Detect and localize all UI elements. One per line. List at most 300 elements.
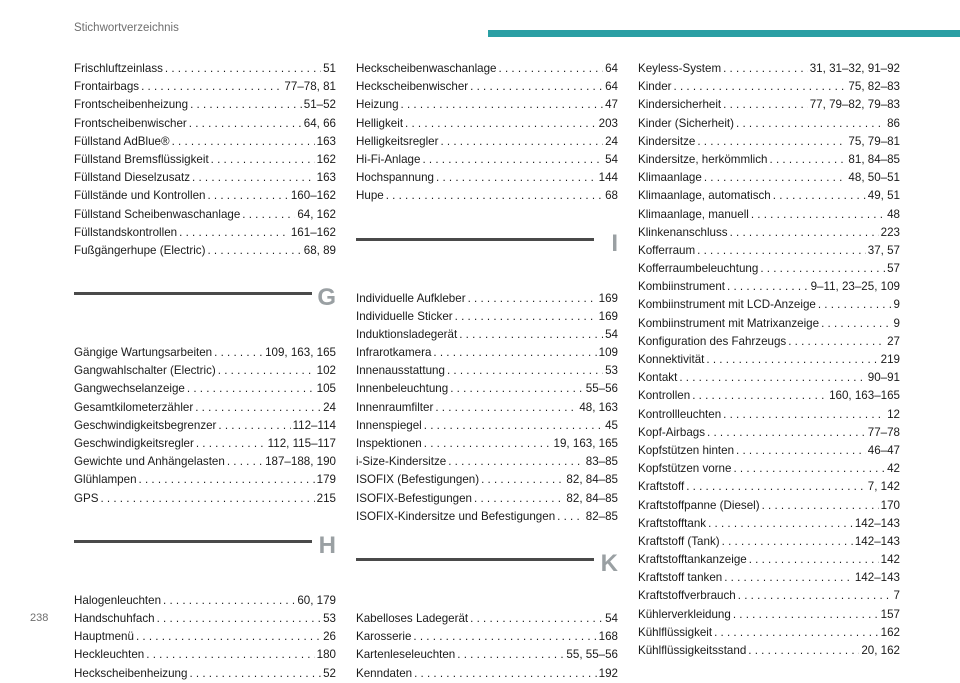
- index-term: Frontscheibenheizung: [74, 98, 189, 112]
- index-term: Kraftstoff (Tank): [638, 534, 720, 548]
- index-page-ref[interactable]: 90–91: [867, 371, 900, 385]
- index-term: Geschwindigkeitsregler: [74, 437, 194, 450]
- dot-leader: [218, 417, 290, 435]
- index-page-ref[interactable]: 53: [605, 364, 618, 378]
- index-term: Handschuhfach: [74, 611, 155, 625]
- dot-leader: [751, 206, 885, 224]
- index-page-ref[interactable]: 49, 51: [867, 189, 900, 203]
- index-entry: [638, 169, 900, 187]
- index-page-ref[interactable]: 179: [316, 473, 336, 487]
- index-entry: [356, 326, 618, 344]
- index-page-ref[interactable]: 7: [893, 589, 900, 603]
- index-entry: [74, 60, 336, 78]
- index-page-ref[interactable]: 68, 89: [303, 243, 336, 257]
- dot-leader: [697, 242, 866, 260]
- dot-leader: [448, 453, 584, 471]
- index-term: Keyless-System: [638, 62, 722, 75]
- dot-leader: [435, 399, 577, 417]
- index-page-ref[interactable]: 53: [323, 611, 336, 625]
- index-term: Kühlflüssigkeit: [638, 625, 713, 639]
- index-entry: [74, 592, 336, 610]
- index-page-ref[interactable]: 109, 163, 165: [265, 346, 336, 360]
- index-page-ref[interactable]: 86: [887, 116, 900, 130]
- dot-leader: [157, 610, 322, 628]
- index-term: Innenausstattung: [356, 364, 445, 378]
- dot-leader: [100, 490, 314, 508]
- dot-leader: [736, 442, 866, 460]
- dot-leader: [470, 78, 603, 96]
- index-page-ref[interactable]: 60, 179: [297, 593, 336, 607]
- dot-leader: [414, 665, 597, 683]
- index-term: Kraftstofftankanzeige: [638, 553, 747, 567]
- index-term: Klimaanlage, manuell: [638, 207, 749, 221]
- dot-leader: [163, 592, 295, 610]
- index-page-ref[interactable]: 48: [887, 207, 900, 221]
- index-page-ref[interactable]: 27: [887, 334, 900, 348]
- index-page-ref[interactable]: 48, 163: [579, 400, 618, 414]
- dot-leader: [422, 151, 603, 169]
- index-page-ref[interactable]: 83–85: [585, 455, 618, 469]
- index-entry: [356, 646, 618, 664]
- index-page-ref[interactable]: 163: [316, 171, 336, 185]
- index-term: Fußgängerhupe (Electric): [74, 243, 206, 257]
- index-term: Kühlerverkleidung: [638, 607, 731, 621]
- index-page-ref[interactable]: 77–78, 81: [284, 80, 336, 94]
- dot-leader: [189, 115, 302, 133]
- index-page-ref[interactable]: 51: [323, 62, 336, 75]
- index-column-1: [74, 60, 336, 683]
- index-entry: [638, 606, 900, 624]
- index-entry: [638, 478, 900, 496]
- dot-leader: [723, 406, 885, 424]
- dot-leader: [697, 133, 846, 151]
- section-divider: [74, 540, 312, 543]
- index-entry: [356, 362, 618, 380]
- index-column-2: [356, 60, 618, 683]
- dot-leader: [770, 151, 847, 169]
- index-page-ref[interactable]: 112–114: [292, 418, 336, 432]
- index-entry: [74, 224, 336, 242]
- index-entry: [356, 308, 618, 326]
- dot-leader: [141, 78, 282, 96]
- index-page-ref[interactable]: 20, 162: [861, 644, 900, 657]
- index-term: Gesamtkilometerzähler: [74, 400, 194, 414]
- index-page-ref[interactable]: 168: [598, 630, 618, 644]
- index-page-ref[interactable]: 157: [880, 607, 900, 621]
- dot-leader: [470, 610, 603, 628]
- dot-leader: [727, 278, 809, 296]
- dot-leader: [748, 642, 859, 660]
- index-page-ref[interactable]: 219: [880, 353, 900, 366]
- index-entry: [638, 187, 900, 205]
- index-entry: [356, 417, 618, 435]
- index-page-ref[interactable]: 160–162: [290, 189, 336, 203]
- index-entry: [74, 206, 336, 224]
- index-entry: [638, 224, 900, 242]
- index-term: Hi-Fi-Anlage: [356, 152, 421, 166]
- index-page-ref[interactable]: 68: [605, 189, 618, 203]
- index-page-ref[interactable]: 51–52: [303, 98, 336, 112]
- index-page-ref[interactable]: 12: [887, 407, 900, 421]
- index-term: Kinder: [638, 80, 672, 94]
- dot-leader: [674, 78, 847, 96]
- index-page-ref[interactable]: 169: [598, 291, 618, 305]
- index-entry: [74, 610, 336, 628]
- index-entry: [356, 490, 618, 508]
- index-term: Kontakt: [638, 371, 678, 385]
- index-term: Kraftstoff: [638, 480, 685, 494]
- index-page-ref[interactable]: 9–11, 23–25, 109: [810, 280, 900, 294]
- dot-leader: [468, 290, 597, 308]
- index-page-ref[interactable]: 55–56: [585, 382, 618, 396]
- index-term: Glühlampen: [74, 473, 137, 487]
- dot-leader: [146, 646, 314, 664]
- index-page-ref[interactable]: 187–188, 190: [265, 455, 336, 469]
- index-term: Füllstand Scheibenwaschanlage: [74, 207, 241, 221]
- dot-leader: [242, 206, 295, 224]
- dot-leader: [405, 115, 597, 133]
- index-term: Kartenleseleuchten: [356, 648, 456, 662]
- index-entry: [74, 453, 336, 471]
- index-page-ref[interactable]: 24: [323, 400, 336, 414]
- dot-leader: [707, 424, 866, 442]
- dot-leader: [139, 471, 315, 489]
- index-page-ref[interactable]: 37, 57: [867, 243, 900, 257]
- index-page-ref[interactable]: 64, 66: [303, 116, 336, 130]
- index-term: ISOFIX-Befestigungen: [356, 491, 472, 505]
- dot-leader: [706, 351, 878, 369]
- dot-leader: [424, 417, 603, 435]
- index-page-ref[interactable]: 102: [316, 364, 336, 378]
- dot-leader: [189, 665, 321, 683]
- section-divider: [74, 292, 312, 295]
- dot-leader: [386, 187, 603, 205]
- index-page-ref[interactable]: 19, 163, 165: [553, 437, 618, 450]
- index-term: Kinder (Sicherheit): [638, 116, 735, 130]
- index-entry: [74, 151, 336, 169]
- index-term: Kraftstoffverbrauch: [638, 589, 736, 603]
- index-page-ref[interactable]: 45: [605, 418, 618, 432]
- index-term: Kindersicherheit: [638, 98, 722, 112]
- index-term: Frontairbags: [74, 80, 140, 94]
- index-page-ref[interactable]: 24: [605, 134, 618, 148]
- dot-leader: [447, 362, 603, 380]
- index-page-ref[interactable]: 170: [880, 498, 900, 512]
- index-entry: [356, 187, 618, 205]
- index-page-ref[interactable]: 105: [316, 382, 336, 396]
- section-letter: H: [318, 531, 336, 559]
- index-term: Helligkeitsregler: [356, 134, 439, 148]
- index-term: Helligkeit: [356, 116, 404, 130]
- section-letter: K: [600, 549, 618, 577]
- dot-leader: [136, 628, 321, 646]
- index-page-ref[interactable]: 54: [605, 327, 618, 341]
- index-term: Innenspiegel: [356, 418, 422, 432]
- index-page-ref[interactable]: 64: [605, 80, 618, 94]
- index-entry: [356, 96, 618, 114]
- index-term: Kontrollleuchten: [638, 407, 722, 421]
- index-term: Füllstand AdBlue®: [74, 134, 170, 148]
- index-term: ISOFIX-Kindersitze und Befestigungen: [356, 509, 556, 523]
- index-term: Kopfstützen vorne: [638, 462, 732, 476]
- index-page-ref[interactable]: 54: [605, 152, 618, 166]
- dot-leader: [760, 260, 885, 278]
- index-page-ref[interactable]: 52: [323, 666, 336, 680]
- index-page-ref[interactable]: 55, 55–56: [566, 648, 618, 662]
- index-page-ref[interactable]: 42: [887, 462, 900, 476]
- index-page-ref[interactable]: 7, 142: [867, 480, 900, 494]
- index-entry: [638, 242, 900, 260]
- index-term: Gangwahlschalter (Electric): [74, 364, 216, 378]
- index-page-ref[interactable]: 180: [316, 648, 336, 662]
- index-page-ref[interactable]: 162: [316, 152, 336, 166]
- page-number: 238: [30, 612, 49, 624]
- index-page-ref[interactable]: 9: [893, 298, 900, 312]
- index-entry: [638, 442, 900, 460]
- index-page-ref[interactable]: 46–47: [867, 443, 900, 457]
- index-term: Konnektivität: [638, 353, 705, 366]
- index-entry: [74, 380, 336, 398]
- index-page-ref[interactable]: 31, 31–32, 91–92: [809, 62, 900, 75]
- index-entry: [74, 471, 336, 489]
- index-page-ref[interactable]: 77, 79–82, 79–83: [809, 98, 900, 112]
- dot-leader: [207, 242, 301, 260]
- section-header: [74, 528, 336, 592]
- index-term: Halogenleuchten: [74, 593, 162, 607]
- index-entry: [638, 96, 900, 114]
- dot-leader: [723, 60, 808, 78]
- index-term: Frischluftzeinlass: [74, 62, 163, 75]
- dot-leader: [207, 187, 288, 205]
- index-term: Kofferraum: [638, 243, 696, 257]
- dot-leader: [481, 471, 564, 489]
- dot-leader: [499, 60, 604, 78]
- index-entry: [356, 435, 618, 453]
- index-page-ref[interactable]: 48, 50–51: [848, 171, 900, 185]
- index-entry: [638, 369, 900, 387]
- index-term: Heckscheibenwischer: [356, 80, 469, 94]
- index-entry: [638, 460, 900, 478]
- dot-leader: [738, 587, 892, 605]
- index-page-ref[interactable]: 163: [316, 134, 336, 148]
- index-term: Hupe: [356, 189, 384, 203]
- index-term: Kombiinstrument: [638, 280, 725, 294]
- dot-leader: [692, 387, 827, 405]
- index-term: Kombiinstrument mit Matrixanzeige: [638, 316, 820, 330]
- dot-leader: [227, 453, 263, 471]
- dot-leader: [401, 96, 604, 114]
- index-entry: [74, 628, 336, 646]
- index-entry: [638, 424, 900, 442]
- dot-leader: [457, 646, 564, 664]
- index-page-ref[interactable]: 142–143: [854, 516, 900, 530]
- index-page-ref[interactable]: 142–143: [854, 571, 900, 585]
- index-entry: [74, 344, 336, 362]
- index-term: Innenraumfilter: [356, 400, 434, 414]
- index-entry: [356, 665, 618, 683]
- dot-leader: [413, 628, 596, 646]
- index-term: Füllstand Dieselzusatz: [74, 171, 190, 185]
- dot-leader: [773, 187, 866, 205]
- index-page-ref[interactable]: 142: [880, 553, 900, 567]
- index-term: Gangwechselanzeige: [74, 382, 185, 396]
- dot-leader: [722, 533, 853, 551]
- index-term: Gewichte und Anhängelasten: [74, 455, 225, 469]
- index-entry: [74, 96, 336, 114]
- dot-leader: [723, 96, 808, 114]
- index-term: Klimaanlage: [638, 171, 702, 185]
- index-entry: [74, 78, 336, 96]
- index-entry: [74, 362, 336, 380]
- index-term: Gängige Wartungsarbeiten: [74, 346, 213, 360]
- index-entry: [356, 344, 618, 362]
- index-page-ref[interactable]: 112, 115–117: [267, 437, 336, 450]
- index-page-ref[interactable]: 203: [598, 116, 618, 130]
- index-term: Heizung: [356, 98, 399, 112]
- index-term: Kontrollen: [638, 389, 691, 403]
- index-page-ref[interactable]: 47: [605, 98, 618, 112]
- index-term: Heckleuchten: [74, 648, 145, 662]
- dot-leader: [218, 362, 315, 380]
- index-entry: [356, 151, 618, 169]
- index-page-ref[interactable]: 192: [598, 666, 618, 680]
- section-letter: I: [611, 229, 618, 257]
- index-entry: [638, 278, 900, 296]
- section-header: [74, 280, 336, 344]
- dot-leader: [459, 326, 603, 344]
- index-entry: [638, 296, 900, 314]
- index-entry: [74, 115, 336, 133]
- index-entry: [638, 387, 900, 405]
- index-page-ref[interactable]: 169: [598, 309, 618, 323]
- dot-leader: [733, 460, 885, 478]
- dot-leader: [195, 399, 321, 417]
- dot-leader: [749, 551, 879, 569]
- index-page-ref[interactable]: 57: [887, 262, 900, 276]
- index-entry: [638, 587, 900, 605]
- index-term: Individuelle Aufkleber: [356, 291, 466, 305]
- index-entry: [356, 290, 618, 308]
- index-page-ref[interactable]: 77–78: [867, 425, 900, 439]
- index-entry: [638, 642, 900, 660]
- index-page-ref[interactable]: 82, 84–85: [566, 491, 618, 505]
- index-entry: [356, 133, 618, 151]
- index-term: ISOFIX (Befestigungen): [356, 473, 480, 487]
- index-term: Füllstandskontrollen: [74, 225, 178, 239]
- index-entry: [638, 551, 900, 569]
- index-entry: [74, 133, 336, 151]
- index-page-ref[interactable]: 160, 163–165: [829, 389, 900, 403]
- index-entry: [638, 533, 900, 551]
- index-page-ref[interactable]: 223: [880, 225, 900, 239]
- header-accent-bar: [488, 30, 960, 37]
- index-term: Kabelloses Ladegerät: [356, 611, 469, 625]
- index-page-ref[interactable]: 142–143: [854, 534, 900, 548]
- dot-leader: [436, 169, 597, 187]
- index-term: Hochspannung: [356, 171, 434, 185]
- index-page-ref[interactable]: 82, 84–85: [566, 473, 618, 487]
- index-entry: [74, 490, 336, 508]
- index-entry: [74, 665, 336, 683]
- index-page-ref[interactable]: 161–162: [290, 225, 336, 239]
- index-term: Frontscheibenwischer: [74, 116, 187, 130]
- index-term: Füllstand Bremsflüssigkeit: [74, 152, 209, 166]
- index-entry: [356, 78, 618, 96]
- dot-leader: [818, 296, 892, 314]
- index-page-ref[interactable]: 75, 79–81: [848, 134, 900, 148]
- index-entry: [74, 417, 336, 435]
- index-page-ref[interactable]: 162: [880, 625, 900, 639]
- dot-leader: [704, 169, 847, 187]
- dot-leader: [708, 515, 853, 533]
- index-page-ref[interactable]: 215: [316, 491, 336, 505]
- index-entry: [356, 399, 618, 417]
- section-letter: G: [317, 284, 336, 312]
- index-entry: [638, 115, 900, 133]
- dot-leader: [187, 380, 315, 398]
- index-entry: [638, 515, 900, 533]
- dot-leader: [450, 380, 584, 398]
- index-term: Kühlflüssigkeitsstand: [638, 644, 747, 657]
- dot-leader: [762, 497, 879, 515]
- index-term: Hauptmenü: [74, 630, 134, 644]
- index-entry: [74, 169, 336, 187]
- index-term: Heckscheibenheizung: [74, 666, 188, 680]
- index-term: Infrarotkamera: [356, 346, 432, 360]
- index-term: Füllstände und Kontrollen: [74, 189, 206, 203]
- index-column-3: [638, 60, 900, 660]
- index-term: Karosserie: [356, 630, 412, 644]
- index-entry: [74, 435, 336, 453]
- index-page-ref[interactable]: 26: [323, 630, 336, 644]
- index-term: Kombiinstrument mit LCD-Anzeige: [638, 298, 816, 312]
- index-entry: [356, 628, 618, 646]
- dot-leader: [424, 435, 552, 453]
- index-entry: [356, 115, 618, 133]
- index-entry: [356, 380, 618, 398]
- index-page-ref[interactable]: 109: [598, 346, 618, 360]
- section-divider: [356, 238, 594, 241]
- index-term: Kraftstoffpanne (Diesel): [638, 498, 760, 512]
- index-page-ref[interactable]: 64: [605, 62, 618, 75]
- index-page-ref[interactable]: 64, 162: [297, 207, 336, 221]
- dot-leader: [190, 96, 302, 114]
- index-term: Klinkenanschluss: [638, 225, 728, 239]
- index-entry: [638, 406, 900, 424]
- index-page-ref[interactable]: 54: [605, 611, 618, 625]
- index-term: GPS: [74, 491, 99, 505]
- index-entry: [74, 187, 336, 205]
- index-page-ref[interactable]: 144: [598, 171, 618, 185]
- index-entry: [74, 646, 336, 664]
- index-term: Kindersitze: [638, 134, 696, 148]
- dot-leader: [211, 151, 315, 169]
- index-entry: [638, 569, 900, 587]
- dot-leader: [440, 133, 603, 151]
- index-term: Kraftstoff tanken: [638, 571, 723, 585]
- index-entry: [638, 260, 900, 278]
- index-page-ref[interactable]: 9: [893, 316, 900, 330]
- index-term: i-Size-Kindersitze: [356, 455, 447, 469]
- dot-leader: [214, 344, 263, 362]
- index-page-ref[interactable]: 81, 84–85: [848, 152, 900, 166]
- dot-leader: [433, 344, 596, 362]
- index-page-ref[interactable]: 75, 82–83: [848, 80, 900, 94]
- index-term: Klimaanlage, automatisch: [638, 189, 771, 203]
- index-term: Kofferraumbeleuchtung: [638, 262, 759, 276]
- index-entry: [356, 471, 618, 489]
- index-page-ref[interactable]: 82–85: [585, 509, 618, 523]
